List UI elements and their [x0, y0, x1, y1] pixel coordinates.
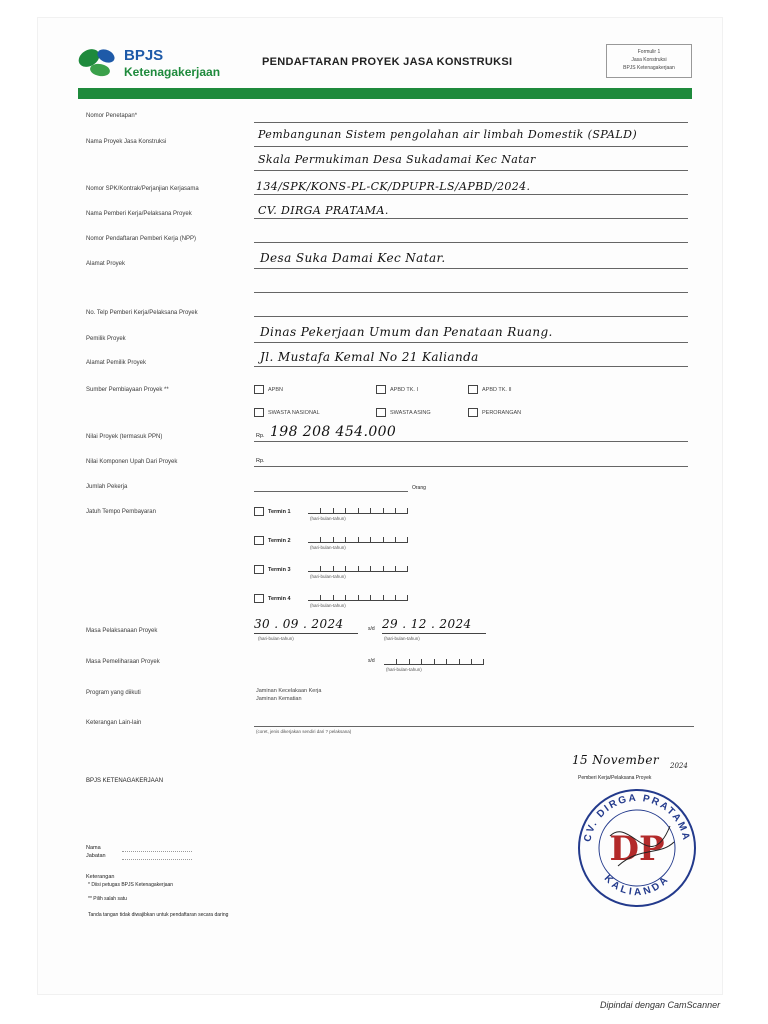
- termin-4-label: Termin 4: [268, 596, 291, 602]
- pemeliharaan-hint: (hari-bulan-tahun): [386, 667, 422, 672]
- label-keterangan: Keterangan Lain-lain: [86, 720, 142, 726]
- termin-1-date[interactable]: [308, 505, 408, 514]
- formulir-line-1: Formulir 1: [637, 49, 661, 55]
- option-swasta-nasional: SWASTA NASIONAL: [268, 410, 320, 416]
- value-alamat-proyek[interactable]: Desa Suka Damai Kec Natar.: [260, 251, 446, 265]
- label-masa-pemeliharaan: Masa Pemeliharaan Proyek: [86, 659, 160, 665]
- bpjs-logo: [76, 44, 246, 80]
- line-alamat-pemilik: [254, 366, 688, 367]
- value-alamat-pemilik[interactable]: Jl. Mustafa Kemal No 21 Kalianda: [260, 350, 479, 364]
- label-sumber: Sumber Pembiayaan Proyek **: [86, 387, 169, 393]
- line-nama-proyek-1: [254, 146, 688, 147]
- line-keterangan[interactable]: [254, 726, 694, 727]
- prefix-nilai-proyek: Rp.: [256, 433, 265, 439]
- line-masa-start: [254, 633, 358, 634]
- termin-2-date[interactable]: [308, 534, 408, 543]
- formulir-box: [606, 44, 692, 78]
- masa-sd: s/d: [368, 626, 375, 632]
- checkbox-apbn[interactable]: [254, 385, 264, 394]
- logo-brand: BPJS: [124, 47, 164, 64]
- notes-footer: Tanda tangan tidak diwajibkan untuk pendaftaran secara daring: [88, 912, 229, 918]
- label-jumlah-pekerja: Jumlah Pekerja: [86, 484, 128, 490]
- line-nomor-penetapan[interactable]: [254, 122, 688, 123]
- value-nomor-spk[interactable]: 134/SPK/KONS-PL-CK/DPUPR-LS/APBD/2024.: [256, 180, 531, 193]
- pemeliharaan-sd: s/d: [368, 658, 375, 664]
- label-nilai-proyek: Nilai Proyek (termasuk PPN): [86, 434, 163, 440]
- line-no-telp[interactable]: [254, 316, 688, 317]
- formulir-line-2: Jasa Konstruksi: [631, 57, 667, 63]
- checkbox-termin-3[interactable]: [254, 565, 264, 574]
- masa-end-hint: (hari-bulan-tahun): [384, 636, 420, 641]
- header-green-bar: [78, 88, 692, 99]
- line-alamat-proyek-1: [254, 268, 688, 269]
- line-nilai-upah[interactable]: [254, 466, 688, 467]
- nama-line: [122, 851, 192, 852]
- value-masa-start[interactable]: 30 . 09 . 2024: [254, 617, 344, 631]
- notes-item-2: ** Pilih salah satu: [88, 896, 127, 902]
- signature-right-label: Pemberi Kerja/Pelaksana Proyek: [578, 775, 652, 781]
- label-alamat-proyek: Alamat Proyek: [86, 261, 126, 267]
- scanner-watermark: Dipindai dengan CamScanner: [600, 1000, 721, 1010]
- option-apbn: APBN: [268, 387, 283, 393]
- termin-1-label: Termin 1: [268, 509, 291, 515]
- line-alamat-proyek-2: [254, 292, 688, 293]
- company-stamp: [570, 786, 704, 910]
- option-perorangan: PERORANGAN: [482, 410, 522, 416]
- value-masa-end[interactable]: 29 . 12 . 2024: [382, 617, 472, 631]
- line-nilai-proyek: [254, 441, 688, 442]
- notes-title: Keterangan: [86, 874, 115, 880]
- checkbox-swasta-asing[interactable]: [376, 408, 386, 417]
- label-nama-proyek: Nama Proyek Jasa Konstruksi: [86, 139, 167, 145]
- checkbox-termin-4[interactable]: [254, 594, 264, 603]
- termin-3-label: Termin 3: [268, 567, 291, 573]
- line-nama-pemberi: [254, 218, 688, 219]
- termin-4-date[interactable]: [308, 592, 408, 601]
- checkbox-apbd-2[interactable]: [468, 385, 478, 394]
- checkbox-termin-1[interactable]: [254, 507, 264, 516]
- value-nama-pemberi[interactable]: CV. DIRGA PRATAMA.: [258, 204, 389, 217]
- jabatan-label: Jabatan: [86, 853, 106, 859]
- label-pemilik-proyek: Pemilik Proyek: [86, 336, 126, 342]
- line-jumlah-pekerja[interactable]: [254, 491, 408, 492]
- checkbox-swasta-nasional[interactable]: [254, 408, 264, 417]
- checkbox-apbd-1[interactable]: [376, 385, 386, 394]
- option-swasta-asing: SWASTA ASING: [390, 410, 431, 416]
- nama-label: Nama: [86, 845, 101, 851]
- label-nama-pemberi: Nama Pemberi Kerja/Pelaksana Proyek: [86, 211, 192, 217]
- label-nomor-spk: Nomor SPK/Kontrak/Perjanjian Kerjasama: [86, 186, 199, 192]
- stamp-initials: DP: [609, 829, 665, 869]
- formulir-line-3: BPJS Ketenagakerjaan: [623, 65, 675, 71]
- prefix-nilai-upah: Rp.: [256, 458, 265, 464]
- label-nilai-upah: Nilai Komponen Upah Dari Proyek: [86, 459, 178, 465]
- jabatan-line: [122, 859, 192, 860]
- signature-year: 2024: [670, 762, 688, 770]
- checkbox-termin-2[interactable]: [254, 536, 264, 545]
- value-nilai-proyek[interactable]: 198 208 454.000: [270, 424, 397, 440]
- line-nama-proyek-2: [254, 170, 688, 171]
- checkbox-perorangan[interactable]: [468, 408, 478, 417]
- label-masa-pelaksanaan: Masa Pelaksanaan Proyek: [86, 628, 158, 634]
- program-jkm: Jaminan Kematian: [256, 696, 302, 702]
- termin-4-hint: (hari-bulan-tahun): [310, 603, 346, 608]
- bpjs-leaf-icon: [76, 44, 120, 80]
- value-nama-proyek-2[interactable]: Skala Permukiman Desa Sukadamai Kec Natar: [258, 153, 536, 166]
- form-page: [38, 18, 722, 994]
- value-nama-proyek-1[interactable]: Pembangunan Sistem pengolahan air limbah Domestik (SPALD): [258, 128, 638, 141]
- termin-3-hint: (hari-bulan-tahun): [310, 574, 346, 579]
- bpjs-signature-org: BPJS KETENAGAKERJAAN: [86, 778, 164, 784]
- notes-item-1: * Diisi petugas BPJS Ketenagakerjaan: [88, 882, 174, 888]
- option-apbd-2: APBD TK. II: [482, 387, 512, 393]
- keterangan-note: (coret, jenis dikerjakan sendiri dari ? pelaksana): [256, 729, 352, 734]
- label-alamat-pemilik: Alamat Pemilik Proyek: [86, 360, 147, 366]
- label-jatuh-tempo: Jatuh Tempo Pembayaran: [86, 509, 156, 515]
- line-nomor-spk: [254, 194, 688, 195]
- program-jkk: Jaminan Kecelakaan Kerja: [256, 688, 322, 694]
- page-title: PENDAFTARAN PROYEK JASA KONSTRUKSI: [262, 56, 513, 68]
- signature-date: 15 November: [572, 753, 659, 767]
- masa-start-hint: (hari-bulan-tahun): [258, 636, 294, 641]
- line-nomor-pendaftaran[interactable]: [254, 242, 688, 243]
- termin-1-hint: (hari-bulan-tahun): [310, 516, 346, 521]
- value-pemilik-proyek[interactable]: Dinas Pekerjaan Umum dan Penataan Ruang.: [260, 325, 553, 339]
- option-apbd-1: APBD TK. I: [390, 387, 419, 393]
- termin-2-label: Termin 2: [268, 538, 291, 544]
- label-nomor-pendaftaran: Nomor Pendaftaran Pemberi Kerja (NPP): [86, 236, 197, 242]
- line-masa-end: [382, 633, 486, 634]
- line-pemilik-proyek: [254, 342, 688, 343]
- unit-orang: Orang: [412, 485, 426, 491]
- label-program: Program yang diikuti: [86, 690, 141, 696]
- pemeliharaan-date[interactable]: [384, 656, 484, 665]
- termin-2-hint: (hari-bulan-tahun): [310, 545, 346, 550]
- termin-3-date[interactable]: [308, 563, 408, 572]
- stamp-text-top: CV. DIRGA PRATAMA: [582, 792, 692, 843]
- label-no-telp: No. Telp Pemberi Kerja/Pelaksana Proyek: [86, 310, 198, 316]
- logo-sub: Ketenagakerjaan: [124, 65, 221, 79]
- label-nomor-penetapan: Nomor Penetapan*: [86, 113, 138, 119]
- stamp-text-bottom: KALIANDA: [601, 873, 673, 899]
